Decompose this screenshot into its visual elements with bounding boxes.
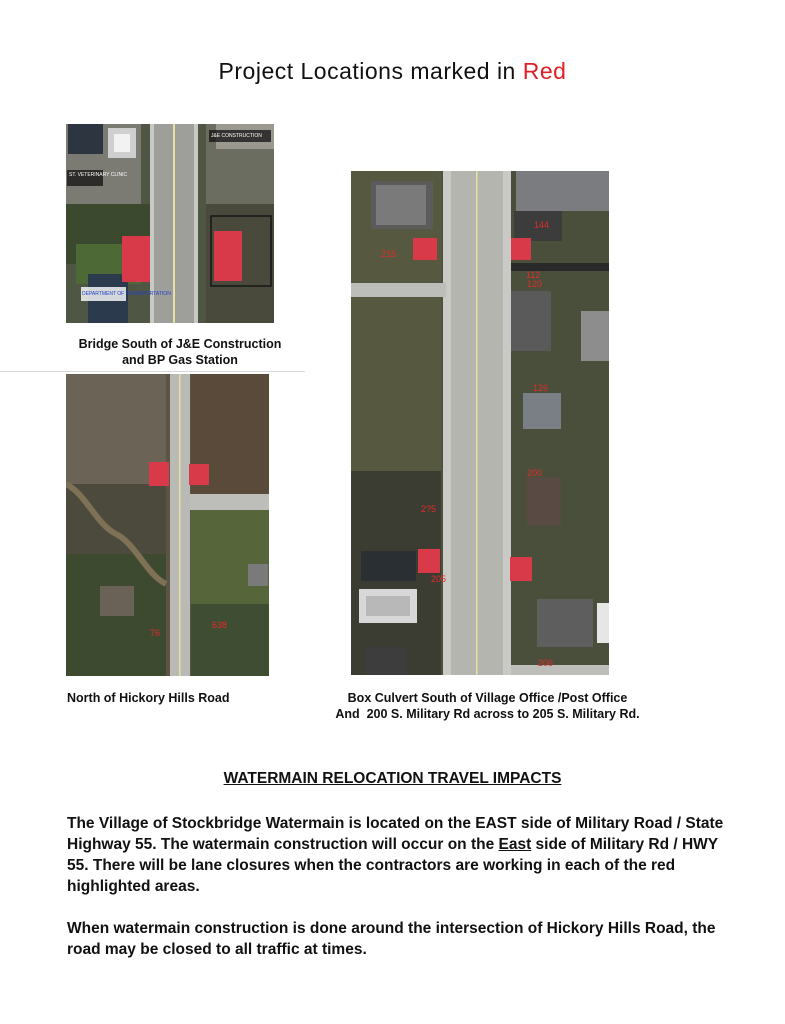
label-culvert-215: 215 (381, 249, 397, 259)
caption-culvert-line2: And 200 S. Military Rd across to 205 S. Military Rd. (335, 707, 640, 721)
label-culvert-200: 200 (527, 468, 543, 478)
page-title (0, 58, 785, 85)
label-hickory-76: 76 (150, 628, 161, 638)
impacts-paragraph-2: When watermain construction is done around the intersection of Hickory Hills Road, the road may be closed to all traffic at times. (67, 920, 716, 958)
caption-bridge-line1: Bridge South of J&E Construction (78, 337, 282, 351)
highlight-area-205-military (418, 549, 440, 573)
highlight-area-bridge-east (214, 231, 242, 281)
highlight-area-bridge-west (122, 236, 150, 282)
label-culvert-126: 126 (533, 383, 549, 393)
caption-culvert (300, 690, 675, 722)
highlight-area-culvert-west (413, 238, 437, 260)
aerial-image-hickory (66, 374, 269, 676)
map-box-culvert (351, 171, 609, 675)
highlight-area-culvert-east (511, 238, 531, 260)
highlight-area-hickory-east (189, 464, 209, 485)
divider-line (0, 371, 305, 372)
caption-bridge (60, 336, 300, 368)
label-culvert-120: 120 (527, 279, 543, 289)
highlight-area-hickory-west (149, 462, 169, 486)
caption-culvert-line1: Box Culvert South of Village Office /Post Office (347, 691, 628, 705)
highlight-area-200-military (510, 557, 532, 581)
impacts-heading: WATERMAIN RELOCATION TRAVEL IMPACTS (223, 770, 562, 787)
aerial-image-culvert (351, 171, 609, 675)
label-culvert-2x5: 2?5 (421, 504, 437, 514)
label-culvert-206: 206 (538, 658, 554, 668)
impacts-paragraph-1-start: The Village of Stockbridge Watermain is located on the EAST side of Military Road / State Highway 55. The watermain construction will occur on the (67, 815, 724, 853)
label-veterinary: ST. VETERINARY CLINIC (69, 172, 128, 178)
title-prefix: Project Locations marked in (218, 58, 516, 84)
impacts-paragraph-1 (67, 813, 727, 897)
caption-hickory: North of Hickory Hills Road (67, 691, 230, 705)
label-culvert-144: 144 (534, 220, 550, 230)
map-bridge (66, 124, 274, 323)
map-hickory-hills (66, 374, 269, 676)
title-highlight: Red (522, 58, 567, 84)
label-culvert-112: 112 (526, 270, 541, 280)
aerial-image-bridge (66, 124, 274, 323)
impacts-paragraph-1-end: side of Military Rd / HWY 55. There will be lane closures when the contractors are working in each of the red highlighted areas. (67, 836, 718, 895)
label-culvert-205: 205 (431, 574, 447, 584)
caption-bridge-line2: and BP Gas Station (122, 353, 238, 367)
impacts-paragraph-1-emphasis: East (498, 836, 532, 853)
label-hickory-638: 638 (212, 620, 228, 630)
label-je-construction: J&E CONSTRUCTION (211, 133, 262, 139)
label-dept-transportation: DEPARTMENT OF TRANSPORTATION (82, 291, 171, 297)
